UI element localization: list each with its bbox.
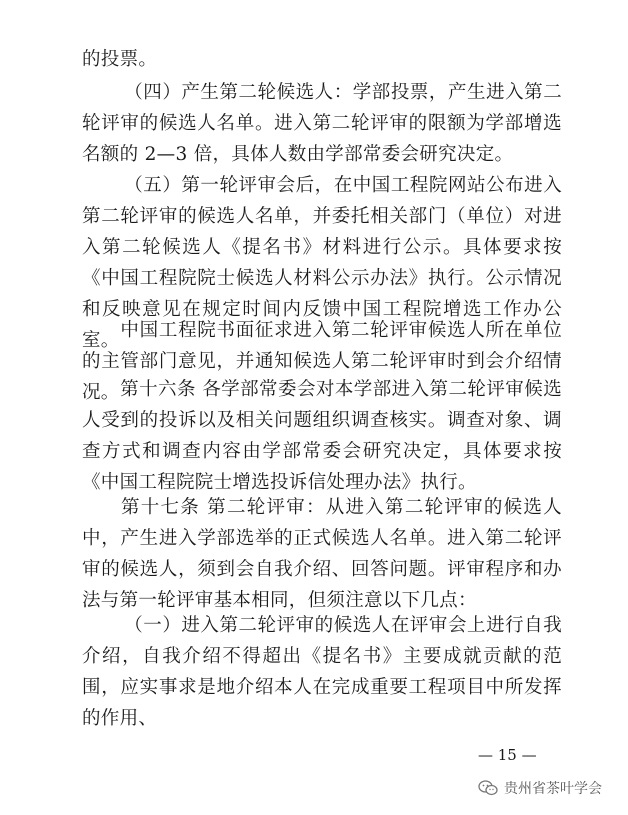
paragraph-article-16 (82, 374, 562, 498)
paragraph-text: 中国工程院书面征求进入第二轮评审候选人所在单位的主管部门意见，并通知候选人第二轮评审时到会介绍情况。 (82, 320, 562, 403)
watermark-text: 贵州省茶叶学会 (504, 781, 602, 797)
paragraph-item-1 (82, 610, 562, 734)
paragraph-article-17 (82, 492, 562, 616)
paragraph-text: 第十六条 各学部常委会对本学部进入第二轮评审候选人受到的投诉以及相关问题组织调查核实。调查对象、调查方式和调查内容由学部常委会研究决定，具体要求按《中国工程院院士增选投诉信处理办法》执行。 (82, 379, 562, 493)
paragraph-text: 的投票。 (82, 49, 158, 70)
wechat-icon (478, 780, 498, 796)
page-number: — 15 — (478, 746, 537, 764)
paragraph-text: （一）进入第二轮评审的候选人在评审会上进行自我介绍，自我介绍不得超出《提名书》主要成就贡献的范围，应实事求是地介绍本人在完成重要工程项目中所发挥的作用、 (82, 615, 562, 729)
paragraph-text: （四）产生第二轮候选人：学部投票，产生进入第二轮评审的候选人名单。进入第二轮评审的限额为学部增选名额的 2—3 倍，具体人数由学部常委会研究决定。 (82, 82, 562, 165)
paragraph-text: 第十七条 第二轮评审：从进入第二轮评审的候选人中，产生进入学部选举的正式候选人名单。进入第二轮评审的候选人，须到会自我介绍、回答问题。评审程序和办法与第一轮评审基本相同，但须注意以下几点： (82, 497, 562, 611)
watermark (478, 778, 602, 798)
paragraph-item-4 (82, 77, 562, 170)
paragraph-vote-end (82, 44, 562, 75)
paragraph-text: （五）第一轮评审会后，在中国工程院网站公布进入第二轮评审的候选人名单，并委托相关部门（单位）对进入第二轮候选人《提名书》材料进行公示。具体要求按《中国工程院院士候选人材料公示办法》执行。公示情况和反映意见在规定时间内反馈中国工程院增选工作办公室。 (82, 175, 562, 351)
